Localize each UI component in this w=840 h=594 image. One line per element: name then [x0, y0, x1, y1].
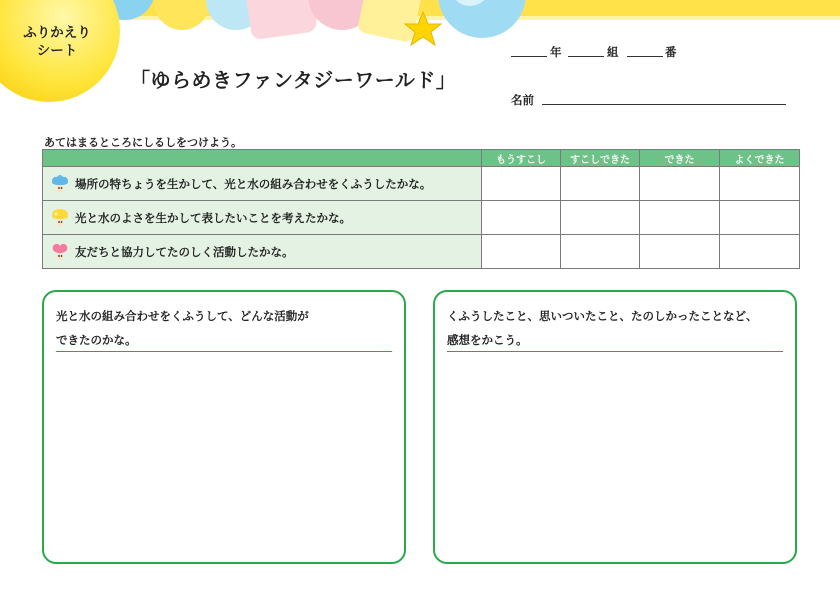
row-label	[43, 167, 482, 201]
rating-cell[interactable]	[561, 235, 640, 269]
year-field[interactable]	[511, 56, 547, 57]
rating-cell[interactable]	[720, 167, 800, 201]
row-text: 友だちと協力してたのしく活動したかな。	[75, 244, 294, 259]
activity-prompt	[56, 304, 396, 352]
blue-ball-shape	[438, 0, 526, 38]
class-label: 組	[607, 45, 619, 59]
impressions-prompt-line-2: 感想をかこう。	[447, 333, 528, 347]
header-corner	[43, 150, 482, 167]
column-header: よくできた	[720, 150, 800, 167]
rating-cell[interactable]	[720, 201, 800, 235]
activity-prompt-line-1: 光と水の組み合わせをくふうして、どんな活動が	[56, 309, 309, 323]
prompt-divider	[56, 351, 392, 352]
row-text: 光と水のよさを生かして表したいことを考えたかな。	[75, 210, 351, 225]
yellow-mascot-icon	[49, 207, 71, 229]
rating-cell[interactable]	[640, 201, 720, 235]
rating-cell[interactable]	[561, 201, 640, 235]
blue-mascot-icon	[49, 173, 71, 195]
impressions-prompt	[447, 304, 787, 352]
rating-cell[interactable]	[720, 235, 800, 269]
impressions-prompt-line-1: くふうしたこと、思いついたこと、たのしかったことなど、	[447, 309, 758, 323]
class-field[interactable]	[568, 56, 604, 57]
name-label: 名前	[511, 93, 534, 107]
table-row	[43, 167, 800, 201]
badge-label	[14, 24, 100, 60]
evaluation-table	[42, 149, 800, 269]
column-header: できた	[640, 150, 720, 167]
yellow-circle-shape	[154, 0, 210, 30]
row-label	[43, 201, 482, 235]
activity-reflection-box[interactable]	[42, 290, 406, 564]
row-label	[43, 235, 482, 269]
number-label: 番	[665, 45, 677, 59]
rating-cell[interactable]	[561, 167, 640, 201]
prompt-divider	[447, 351, 783, 352]
table-row	[43, 201, 800, 235]
pink-mascot-icon	[49, 241, 71, 263]
instruction-text: あてはまるところにしるしをつけよう。	[44, 136, 242, 149]
impressions-box[interactable]	[433, 290, 797, 564]
column-header: もうすこし	[482, 150, 561, 167]
badge-line-1: ふりかえり	[23, 25, 91, 41]
rating-cell[interactable]	[482, 167, 561, 201]
row-text: 場所の特ちょうを生かして、光と水の組み合わせをくふうしたかな。	[75, 176, 432, 191]
page-title: 「ゆらめきファンタジーワールド」	[130, 68, 457, 92]
year-label: 年	[550, 45, 562, 59]
rating-cell[interactable]	[640, 167, 720, 201]
pink-square-shape	[244, 0, 317, 40]
badge-line-2: シート	[36, 43, 78, 59]
rating-cell[interactable]	[482, 235, 561, 269]
column-header: すこしできた	[561, 150, 640, 167]
activity-prompt-line-2: できたのかな。	[56, 333, 137, 347]
number-field[interactable]	[627, 56, 663, 57]
name-field[interactable]	[542, 104, 786, 105]
rating-cell[interactable]	[482, 201, 561, 235]
rating-cell[interactable]	[640, 235, 720, 269]
table-header-row	[43, 150, 800, 167]
table-row	[43, 235, 800, 269]
